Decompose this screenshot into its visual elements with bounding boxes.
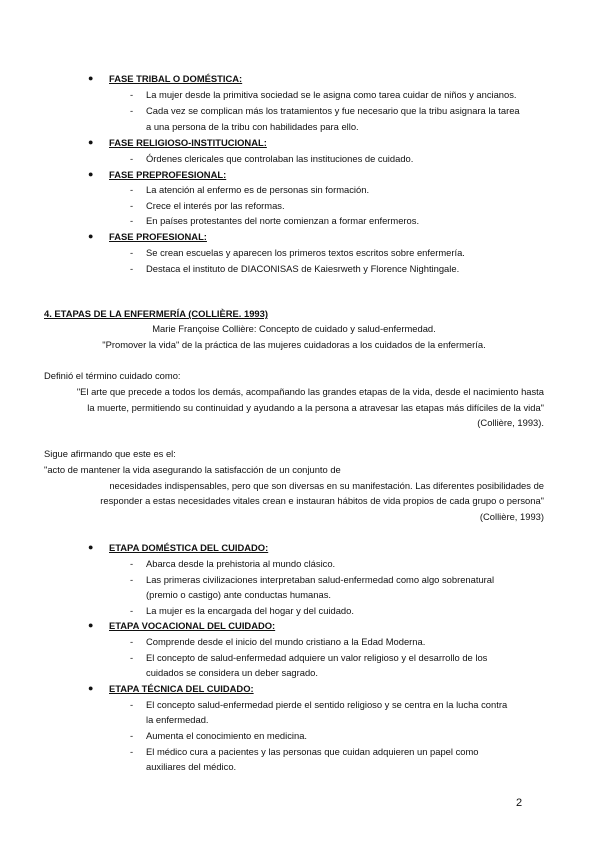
bullet: ● bbox=[88, 231, 94, 241]
dash: - bbox=[130, 746, 134, 757]
phase-profesional-heading: FASE PROFESIONAL: bbox=[109, 231, 207, 242]
list-item-continuation: (premio o castigo) ante conductas humanas. bbox=[146, 589, 331, 600]
dash: - bbox=[130, 215, 134, 226]
promover-vida-line: "Promover la vida" de la práctica de las mujeres cuidadoras a los cuidados de la enfermería. bbox=[102, 339, 486, 350]
list-item: El concepto salud-enfermedad pierde el sentido religioso y se centra en la lucha contra bbox=[146, 699, 508, 710]
list-item: En países protestantes del norte comienzan a formar enfermeros. bbox=[146, 215, 420, 226]
list-item-continuation: auxiliares del médico. bbox=[146, 761, 237, 772]
dash: - bbox=[130, 730, 134, 741]
list-item: La mujer desde la primitiva sociedad se le asigna como tarea cuidar de niños y ancianos. bbox=[146, 89, 517, 100]
list-item-continuation: a una persona de la tribu con habilidades para ello. bbox=[146, 121, 359, 132]
phase-religioso-heading: FASE RELIGIOSO-INSTITUCIONAL: bbox=[109, 137, 267, 148]
list-item: La atención al enfermo es de personas sin formación. bbox=[146, 184, 370, 195]
list-item: Órdenes clericales que controlaban las instituciones de cuidado. bbox=[146, 153, 414, 164]
section-heading: 4. ETAPAS DE LA ENFERMERÍA (COLLIÈRE. 1993) bbox=[44, 308, 268, 319]
dash: - bbox=[130, 574, 134, 585]
collière-concept-line: Marie Françoise Collière: Concepto de cuidado y salud-enfermedad. bbox=[152, 323, 436, 334]
dash: - bbox=[130, 105, 134, 116]
dash: - bbox=[130, 200, 134, 211]
dash: - bbox=[130, 558, 134, 569]
phase-tribal-heading: FASE TRIBAL O DOMÉSTICA: bbox=[109, 73, 243, 84]
dash: - bbox=[130, 605, 134, 616]
phase-preprofesional-heading: FASE PREPROFESIONAL: bbox=[109, 169, 227, 180]
list-item: La mujer es la encargada del hogar y del cuidado. bbox=[146, 605, 354, 616]
dash: - bbox=[130, 636, 134, 647]
citation: (Collière, 1993). bbox=[477, 417, 544, 428]
list-item-continuation: cuidados se considera un deber sagrado. bbox=[146, 667, 318, 678]
list-item: Se crean escuelas y aparecen los primeros textos escritos sobre enfermería. bbox=[146, 247, 465, 258]
sigue-intro: Sigue afirmando que este es el: bbox=[44, 448, 176, 459]
dash: - bbox=[130, 247, 134, 258]
list-item: Crece el interés por las reformas. bbox=[146, 200, 285, 211]
quote-line: "acto de mantener la vida asegurando la satisfacción de un conjunto de bbox=[44, 464, 341, 475]
quote-line: la muerte, permitiendo su continuidad y ayudando a la persona a atravesar las etapas más difíciles de la vida" bbox=[87, 402, 544, 413]
dash: - bbox=[130, 184, 134, 195]
bullet: ● bbox=[88, 542, 94, 552]
stage-tecnica-heading: ETAPA TÉCNICA DEL CUIDADO: bbox=[109, 683, 254, 694]
list-item-continuation: la enfermedad. bbox=[146, 714, 209, 725]
dash: - bbox=[130, 89, 134, 100]
list-item: Comprende desde el inicio del mundo cristiano a la Edad Moderna. bbox=[146, 636, 426, 647]
quote-line: necesidades indispensables, pero que son diversas en su manifestación. Las diferentes posibilidades de bbox=[109, 480, 544, 491]
list-item: Abarca desde la prehistoria al mundo clásico. bbox=[146, 558, 336, 569]
citation: (Collière, 1993) bbox=[479, 511, 544, 522]
list-item: Destaca el instituto de DIACONISAS de Kaiesrweth y Florence Nightingale. bbox=[146, 263, 460, 274]
bullet: ● bbox=[88, 169, 94, 179]
bullet: ● bbox=[88, 683, 94, 693]
page-number: 2 bbox=[516, 797, 523, 809]
bullet: ● bbox=[88, 73, 94, 83]
quote-line: responder a estas necesidades vitales crean e instauran hábitos de vida propios de cada grupo o persona" bbox=[100, 495, 544, 506]
list-item: Aumenta el conocimiento en medicina. bbox=[146, 730, 308, 741]
bullet: ● bbox=[88, 137, 94, 147]
list-item: Las primeras civilizaciones interpretaban salud-enfermedad como algo sobrenatural bbox=[146, 574, 495, 585]
list-item: Cada vez se complican más los tratamientos y fue necesario que la tribu asignara la tarea bbox=[146, 105, 520, 116]
definition-intro: Definió el término cuidado como: bbox=[44, 370, 181, 381]
list-item: El médico cura a pacientes y las personas que cuidan adquieren un papel como bbox=[146, 746, 479, 757]
bullet: ● bbox=[88, 620, 94, 630]
quote-line: "El arte que precede a todos los demás, acompañando las grandes etapas de la vida, desde el nacimiento hasta bbox=[76, 386, 544, 397]
dash: - bbox=[130, 153, 134, 164]
stage-vocacional-heading: ETAPA VOCACIONAL DEL CUIDADO: bbox=[109, 620, 276, 631]
dash: - bbox=[130, 263, 134, 274]
list-item: El concepto de salud-enfermedad adquiere un valor religioso y el desarrollo de los bbox=[146, 652, 488, 663]
dash: - bbox=[130, 699, 134, 710]
dash: - bbox=[130, 652, 134, 663]
stage-domestica-heading: ETAPA DOMÉSTICA DEL CUIDADO: bbox=[109, 542, 269, 553]
